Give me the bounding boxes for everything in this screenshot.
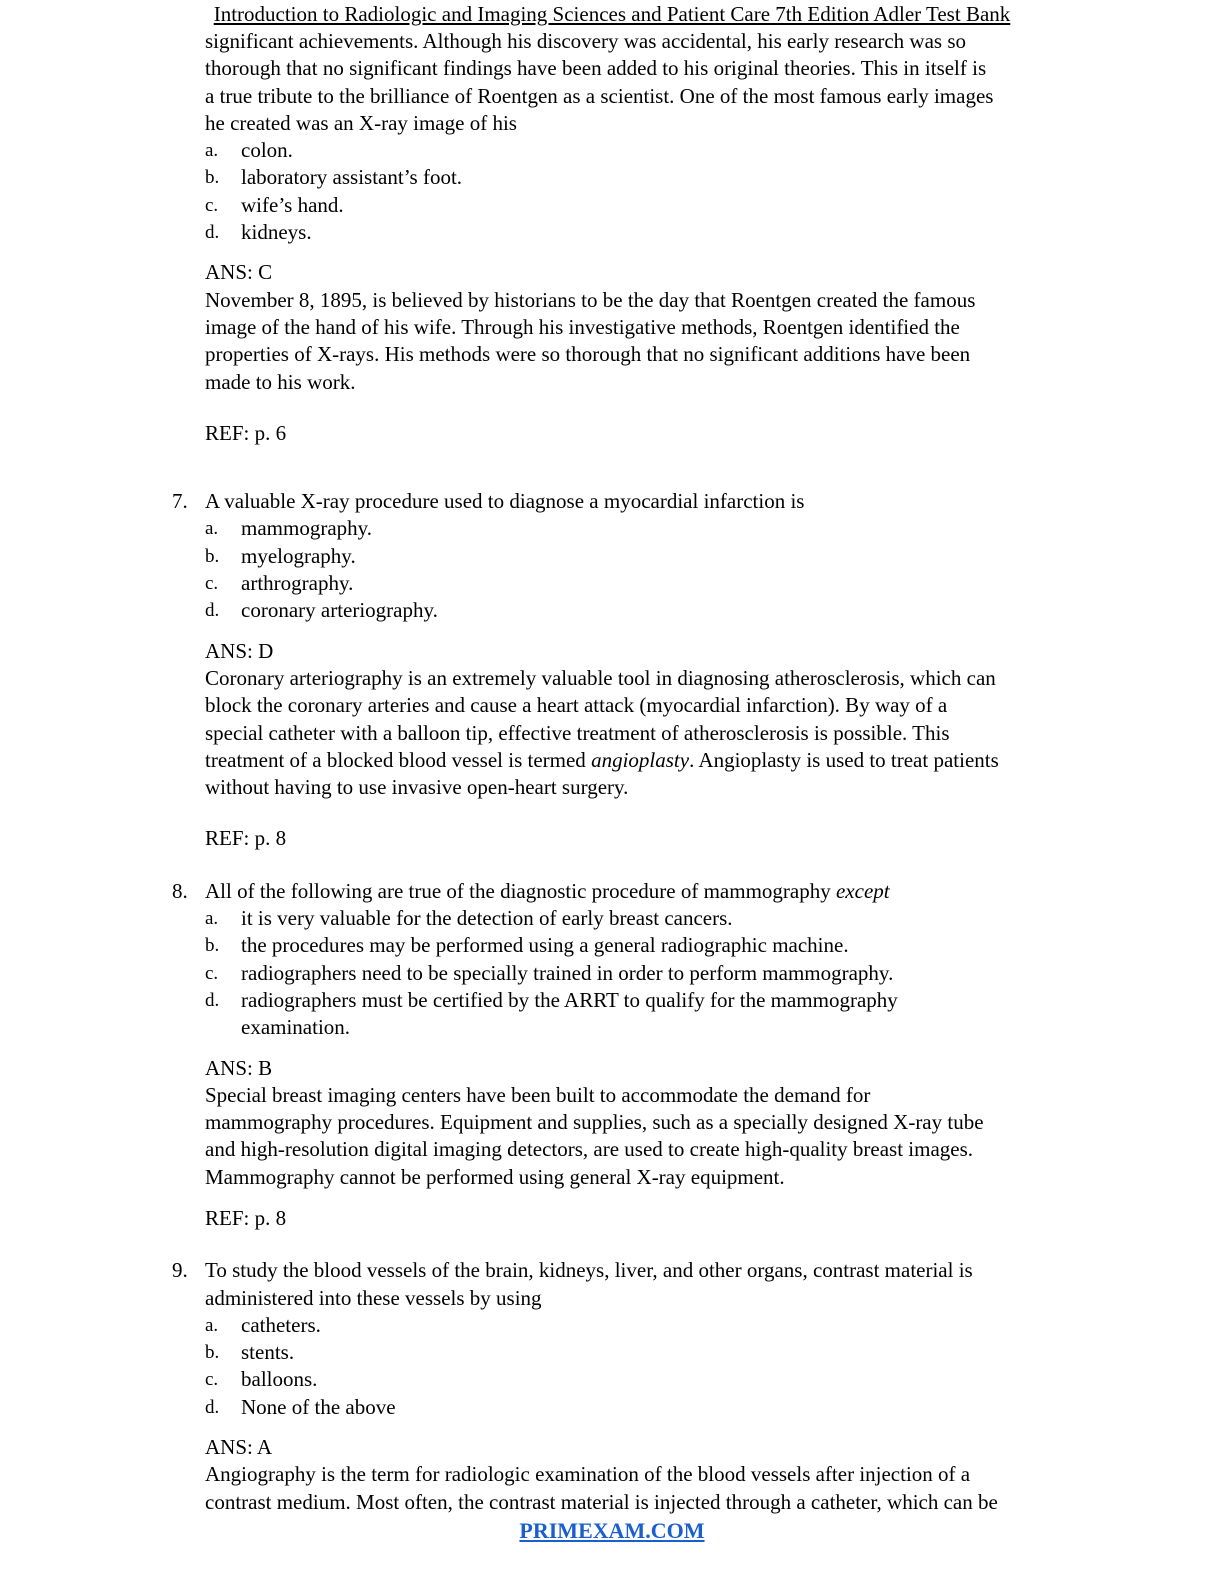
- question-stem-line: [205, 110, 999, 137]
- option-text: kidneys.: [241, 220, 312, 245]
- question: [205, 28, 999, 447]
- option-text: stents.: [241, 1340, 295, 1365]
- option-letter: a.: [205, 140, 219, 162]
- answer-option[interactable]: [205, 192, 999, 219]
- option-text: coronary arteriography.: [241, 598, 438, 623]
- rationale-line: [205, 1461, 999, 1488]
- answer-option[interactable]: [205, 1394, 999, 1421]
- option-text: wife’s hand.: [241, 192, 344, 217]
- answer-option[interactable]: [205, 1312, 999, 1339]
- text-segment: made to his work.: [205, 369, 356, 394]
- option-letter: d.: [205, 989, 220, 1011]
- question-number: 7.: [172, 489, 188, 514]
- option-text: examination.: [241, 1015, 351, 1040]
- answer-option[interactable]: [205, 219, 999, 246]
- option-letter: a.: [205, 1314, 219, 1336]
- rationale-line: [205, 1136, 999, 1163]
- rationale-line: [205, 287, 999, 314]
- question-stem-line: [205, 878, 999, 905]
- text-segment: treatment of a blocked blood vessel is termed: [205, 747, 592, 772]
- text-segment: Special breast imaging centers have been built to accommodate the demand for: [205, 1082, 871, 1107]
- answer-option[interactable]: [205, 137, 999, 164]
- option-text: the procedures may be performed using a general radiographic machine.: [241, 933, 849, 958]
- option-text: it is very valuable for the detection of early breast cancers.: [241, 906, 733, 931]
- option-text: None of the above: [241, 1394, 396, 1419]
- option-letter: b.: [205, 545, 220, 567]
- rationale-line: [205, 720, 999, 747]
- footer-link[interactable]: PRIMEXAM.COM: [519, 1518, 705, 1543]
- text-segment: he created was an X-ray image of his: [205, 110, 517, 135]
- question-number: 8.: [172, 878, 188, 903]
- text-segment: All of the following are true of the diagnostic procedure of mammography: [205, 878, 836, 903]
- page-reference: REF: p. 6: [205, 420, 287, 445]
- rationale-line: [205, 1082, 999, 1109]
- rationale-line: [205, 1109, 999, 1136]
- answer-option[interactable]: [205, 987, 999, 1042]
- answer-key: ANS: D: [205, 638, 274, 663]
- rationale-line: [205, 747, 999, 774]
- answer-option[interactable]: [205, 1339, 999, 1366]
- text-segment: contrast medium. Most often, the contrast material is injected through a catheter, which can be: [205, 1489, 998, 1514]
- option-text: balloons.: [241, 1367, 318, 1392]
- text-segment: a true tribute to the brilliance of Roentgen as a scientist. One of the most famous early images: [205, 83, 994, 108]
- rationale-line: [205, 1164, 999, 1191]
- option-text: arthrography.: [241, 571, 354, 596]
- page-reference: REF: p. 8: [205, 826, 287, 851]
- text-segment: Coronary arteriography is an extremely valuable tool in diagnosing atherosclerosis, which can: [205, 665, 996, 690]
- answer-option[interactable]: [205, 597, 999, 624]
- answer-option[interactable]: [205, 164, 999, 191]
- option-letter: c.: [205, 1369, 219, 1391]
- option-text: myelography.: [241, 543, 356, 568]
- question-stem-line: [205, 1257, 999, 1284]
- text-segment: block the coronary arteries and cause a heart attack (myocardial infarction). By way of a: [205, 693, 948, 718]
- text-segment: properties of X-rays. His methods were so thorough that no significant additions have been: [205, 342, 971, 367]
- question: [172, 488, 999, 853]
- question: [172, 1257, 999, 1516]
- text-segment: thorough that no significant findings have been added to his original theories. This in itself is: [205, 56, 987, 81]
- italic-text: angioplasty: [591, 747, 690, 772]
- rationale-line: [205, 774, 999, 801]
- answer-option[interactable]: [205, 932, 999, 959]
- option-letter: d.: [205, 222, 220, 244]
- answer-option[interactable]: [205, 1366, 999, 1393]
- text-segment: To study the blood vessels of the brain, kidneys, liver, and other organs, contrast material is: [205, 1258, 973, 1283]
- text-segment: November 8, 1895, is believed by historians to be the day that Roentgen created the famous: [205, 287, 976, 312]
- rationale-line: [205, 665, 999, 692]
- question-stem-line: [205, 28, 999, 55]
- text-segment: A valuable X-ray procedure used to diagnose a myocardial infarction is: [205, 489, 805, 514]
- rationale-line: [205, 369, 999, 396]
- text-segment: significant achievements. Although his discovery was accidental, his early research was so: [205, 29, 967, 53]
- question-stem-line: [205, 55, 999, 82]
- option-letter: c.: [205, 962, 219, 984]
- option-letter: d.: [205, 1396, 220, 1418]
- answer-option[interactable]: [205, 543, 999, 570]
- text-segment: without having to use invasive open-heart surgery.: [205, 775, 629, 800]
- option-letter: b.: [205, 167, 220, 189]
- answer-key: ANS: C: [205, 260, 273, 285]
- question-stem-line: [205, 83, 999, 110]
- answer-option[interactable]: [205, 515, 999, 542]
- rationale-line: [205, 692, 999, 719]
- text-segment: and high-resolution digital imaging detectors, are used to create high-quality breast images.: [205, 1137, 974, 1162]
- option-text: laboratory assistant’s foot.: [241, 165, 463, 190]
- option-text: radiographers need to be specially trained in order to perform mammography.: [241, 960, 894, 985]
- option-letter: b.: [205, 935, 220, 957]
- option-letter: c.: [205, 573, 219, 595]
- rationale-line: [205, 314, 999, 341]
- option-letter: d.: [205, 600, 220, 622]
- rationale-line: [205, 1489, 999, 1516]
- page-reference: REF: p. 8: [205, 1205, 287, 1230]
- answer-key: ANS: B: [205, 1055, 273, 1080]
- text-segment: . Angioplasty is used to treat patients: [689, 747, 999, 772]
- question-number: 9.: [172, 1258, 188, 1283]
- rationale-line: [205, 341, 999, 368]
- option-letter: a.: [205, 518, 219, 540]
- option-letter: b.: [205, 1342, 220, 1364]
- answer-option[interactable]: [205, 905, 999, 932]
- option-letter: c.: [205, 194, 219, 216]
- question-list: [172, 28, 999, 1516]
- answer-key: ANS: A: [205, 1435, 273, 1460]
- text-segment: Angiography is the term for radiologic examination of the blood vessels after injection of a: [205, 1462, 971, 1487]
- document-header: Introduction to Radiologic and Imaging Sciences and Patient Care 7th Edition Adler Test Bank: [213, 2, 1011, 26]
- option-text: colon.: [241, 138, 293, 163]
- italic-text: except: [835, 878, 890, 903]
- option-text: radiographers must be certified by the ARRT to qualify for the mammography: [241, 987, 898, 1012]
- text-segment: mammography procedures. Equipment and supplies, such as a specially designed X-ray tube: [205, 1110, 984, 1135]
- text-segment: Mammography cannot be performed using general X-ray equipment.: [205, 1164, 785, 1189]
- question-stem-line: [205, 488, 999, 515]
- option-letter: a.: [205, 908, 219, 930]
- question: [172, 878, 999, 1233]
- text-segment: image of the hand of his wife. Through his investigative methods, Roentgen identified the: [205, 314, 960, 339]
- question-stem-line: [205, 1285, 999, 1312]
- option-text: mammography.: [241, 516, 373, 541]
- text-segment: special catheter with a balloon tip, effective treatment of atherosclerosis is possible. This: [205, 720, 950, 745]
- text-segment: administered into these vessels by using: [205, 1285, 542, 1310]
- option-text: catheters.: [241, 1312, 321, 1337]
- answer-option[interactable]: [205, 570, 999, 597]
- answer-option[interactable]: [205, 960, 999, 987]
- footer: [0, 1517, 1224, 1545]
